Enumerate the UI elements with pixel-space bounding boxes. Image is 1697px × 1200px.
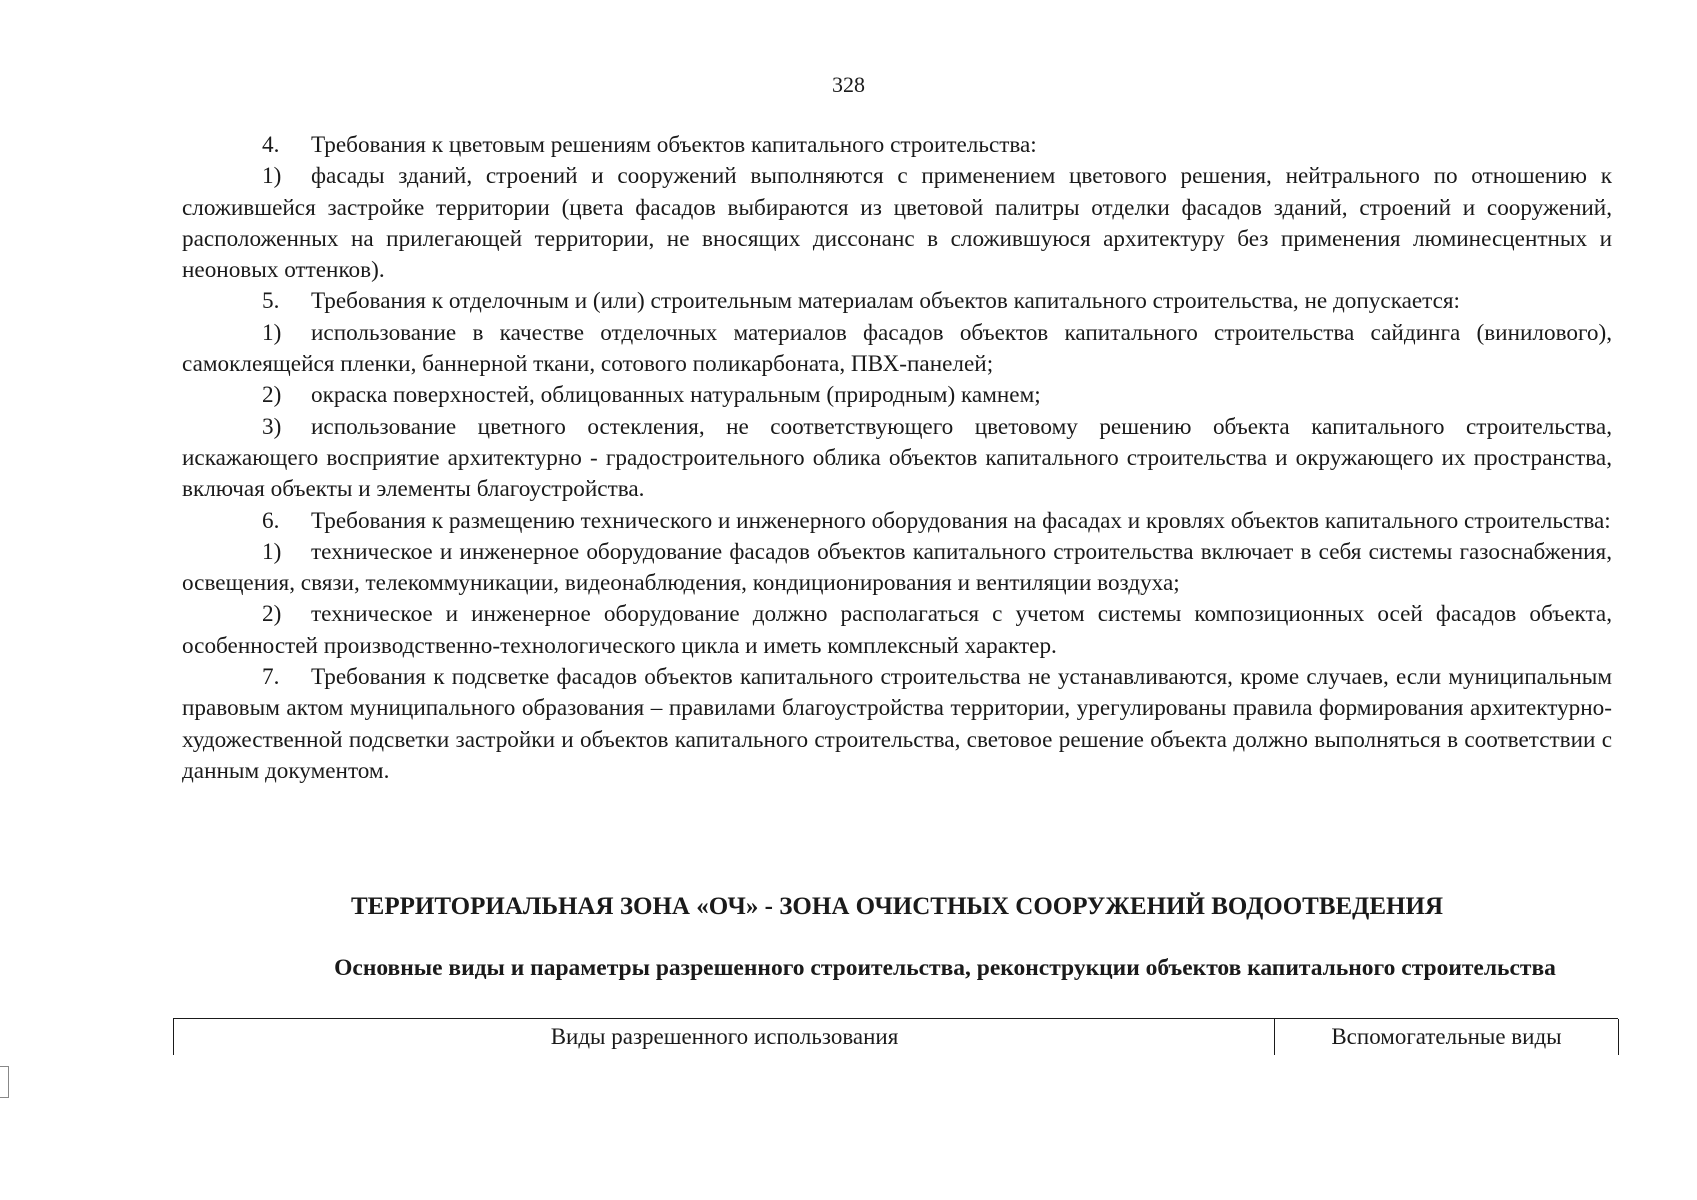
paragraph-text: использование в качестве отделочных материалов фасадов объектов капитального строительства сайдинга (винилового), самоклеящейся пленки, баннерной ткани, сотового поликарбоната, ПВХ-панелей; [182,319,1612,378]
paragraph-7 [182,662,1612,787]
paragraph-6-1 [182,537,1612,600]
paragraph-5-1 [182,318,1612,381]
paragraph-number: 2) [262,601,282,628]
paragraph-text: техническое и инженерное оборудование фасадов объектов капитального строительства включает в себя системы газоснабжения, освещения, связи, телекоммуникации, видеонаблюдения, кондиционирования и вентиляции воздуха; [182,538,1612,597]
paragraph-4 [182,130,1612,161]
paragraph-5-3 [182,412,1612,506]
paragraph-text: Требования к цветовым решениям объектов капитального строительства: [311,132,1037,158]
paragraph-text: окраска поверхностей, облицованных натуральным (природным) камнем; [311,382,1041,409]
paragraph-number: 4. [262,132,280,158]
scan-edge-mark [0,1066,9,1098]
paragraph-text: использование цветного остекления, не соответствующего цветовому решению объекта капитального строительства, искажающего восприятие архитектурно - градостроительного облика объектов капитального строительства и окружающего их пространства, включая объекты и элементы благоустройства. [182,413,1612,503]
paragraph-number: 7. [262,664,280,691]
body-text [182,130,1612,787]
paragraph-number: 6. [262,507,280,534]
paragraph-number: 5. [262,288,280,315]
paragraph-number: 3) [262,413,282,440]
paragraph-4-1 [182,161,1612,286]
paragraph-number: 1) [262,538,282,565]
paragraph-6-2 [182,599,1612,662]
table-header-cell-auxiliary-uses: Вспомогательные виды [1274,1019,1619,1055]
zone-title: ТЕРРИТОРИАЛЬНАЯ ЗОНА «ОЧ» - ЗОНА ОЧИСТНЫХ СООРУЖЕНИЙ ВОДООТВЕДЕНИЯ [350,893,1444,920]
paragraph-number: 1) [262,319,282,346]
paragraph-text: техническое и инженерное оборудование должно располагаться с учетом системы композиционных осей фасадов объекта, особенностей производственно-технологического цикла и иметь комплексный характер. [182,601,1612,659]
paragraph-text: фасады зданий, строений и сооружений выполняются с применением цветового решения, нейтрального по отношению к сложившейся застройке территории (цвета фасадов выбираются из цветовой палитры отделки фасадов зданий, строений и сооружений, расположенных на прилегающей территории, не вносящих диссонанс в сложившуюся архитектуру без применения люминесцентных и неоновых оттенков). [182,163,1612,284]
paragraph-text: Требования к отделочным и (или) строительным материалам объектов капитального строительства, не допускается: [311,288,1461,315]
paragraph-5 [182,286,1612,317]
table-header-cell-permitted-uses: Виды разрешенного использования [173,1019,1275,1055]
section-subtitle: Основные виды и параметры разрешенного строительства, реконструкции объектов капитального строительства [334,955,1556,981]
paragraph-number: 1) [262,163,282,190]
paragraph-text: Требования к размещению технического и инженерного оборудования на фасадах и кровлях объектов капитального строительства: [311,507,1611,534]
page-number: 328 [832,72,865,97]
paragraph-6 [182,506,1612,537]
paragraph-5-2 [182,380,1612,411]
paragraph-number: 2) [262,382,282,409]
paragraph-text: Требования к подсветке фасадов объектов капитального строительства не устанавливаются, кроме случаев, если муниципальным правовым актом муниципального образования – правилами благоустройства территории, урегулированы правила формирования архитектурно-художественной подсветки застройки и объектов капитального строительства, световое решение объекта должно выполняться в соответствии с данным документом. [182,664,1612,784]
table-header-row [173,1018,1618,1059]
